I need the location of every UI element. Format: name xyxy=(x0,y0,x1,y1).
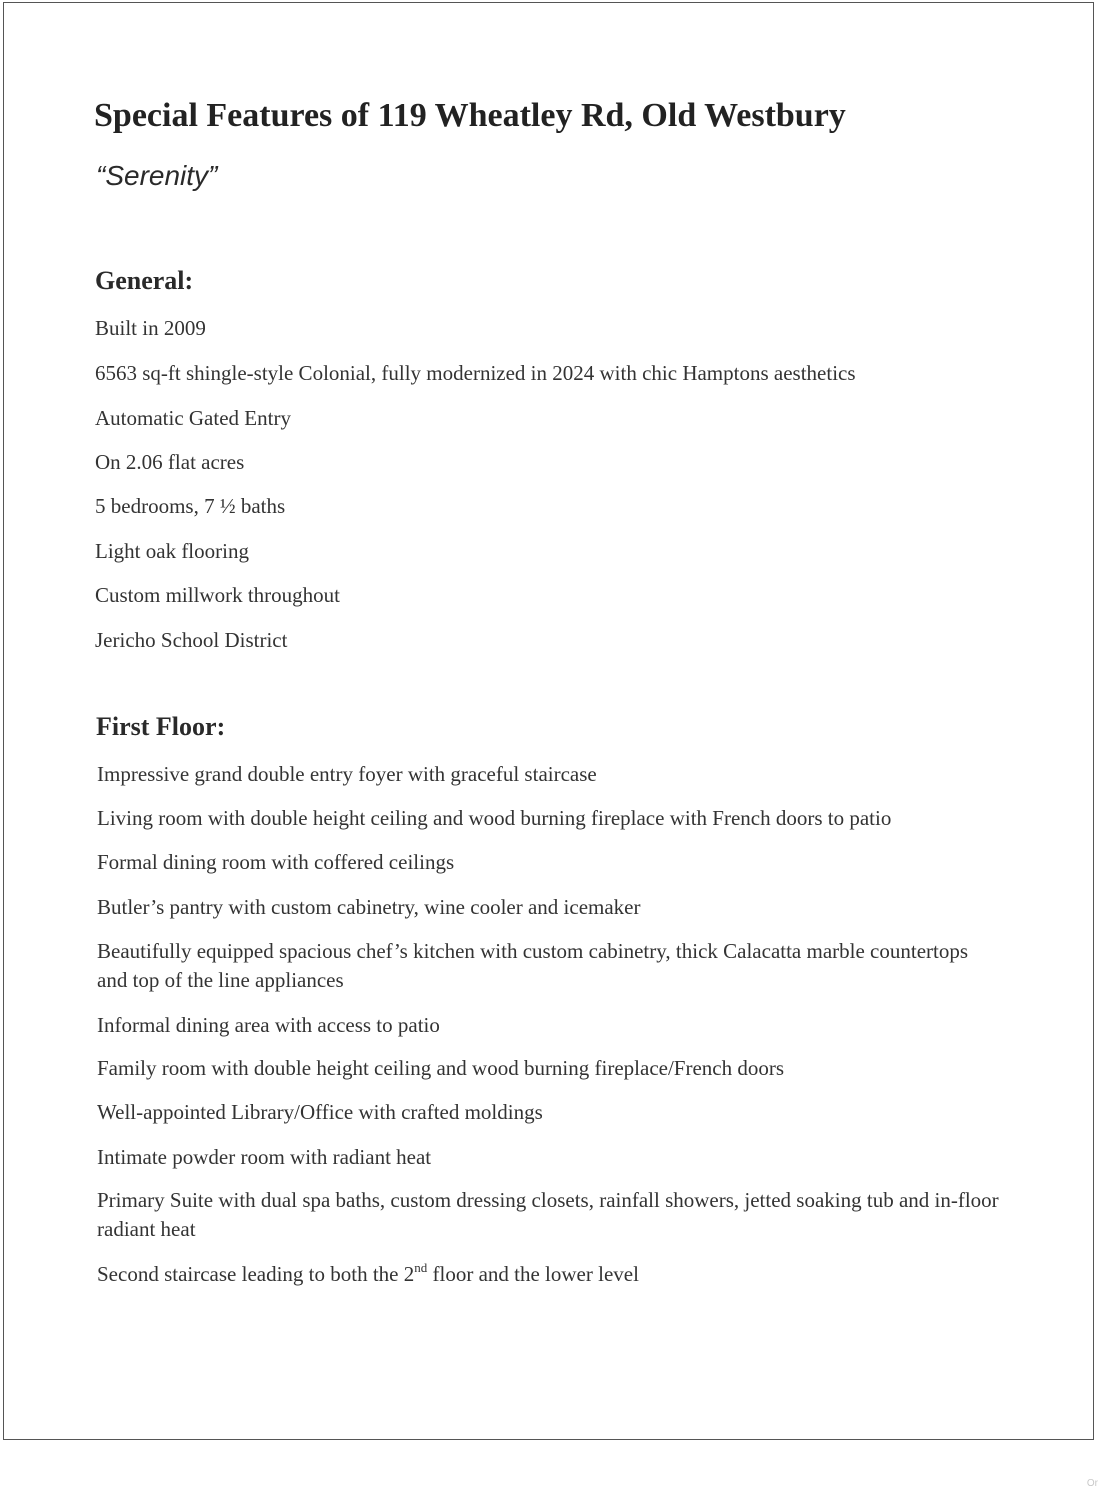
section-heading-first-floor: First Floor: xyxy=(96,712,226,741)
first-floor-item: Informal dining area with access to patio xyxy=(97,1013,440,1037)
first-floor-item: Family room with double height ceiling and wood burning fireplace/French doors xyxy=(97,1056,785,1080)
first-floor-item: Butler’s pantry with custom cabinetry, wine cooler and icemaker xyxy=(97,895,641,919)
corner-mark: Or xyxy=(1086,1478,1098,1489)
section-heading-general: General: xyxy=(95,266,194,295)
general-item: Light oak flooring xyxy=(95,539,249,563)
general-item: Jericho School District xyxy=(95,628,288,652)
property-nickname: “Serenity” xyxy=(96,160,218,191)
first-floor-item-text: Second staircase leading to both the 2 xyxy=(97,1262,415,1286)
first-floor-item: Intimate powder room with radiant heat xyxy=(97,1145,432,1169)
general-item: On 2.06 flat acres xyxy=(95,450,245,474)
first-floor-item: Impressive grand double entry foyer with graceful staircase xyxy=(97,762,597,786)
general-item: 6563 sq-ft shingle-style Colonial, fully modernized in 2024 with chic Hamptons aesthetics xyxy=(95,361,856,385)
general-item: Built in 2009 xyxy=(95,316,206,340)
first-floor-item: Primary Suite with dual spa baths, custom dressing closets, rainfall showers, jetted soaking tub and in-floor radiant heat xyxy=(97,1188,999,1241)
first-floor-item: Beautifully equipped spacious chef’s kitchen with custom cabinetry, thick Calacatta marble countertops and top of the line appliances xyxy=(97,939,969,992)
general-item: 5 bedrooms, 7 ½ baths xyxy=(95,494,286,518)
page-title: Special Features of 119 Wheatley Rd, Old Westbury xyxy=(94,97,846,134)
general-item: Automatic Gated Entry xyxy=(95,406,291,430)
general-item: Custom millwork throughout xyxy=(95,583,341,607)
first-floor-item: Living room with double height ceiling and wood burning fireplace with French doors to patio xyxy=(97,806,892,830)
first-floor-item-text: floor and the lower level xyxy=(427,1262,639,1286)
ordinal-superscript: nd xyxy=(414,1260,428,1275)
first-floor-item xyxy=(97,1260,639,1289)
first-floor-item: Formal dining room with coffered ceilings xyxy=(97,850,455,874)
first-floor-item: Well-appointed Library/Office with crafted moldings xyxy=(97,1100,543,1124)
